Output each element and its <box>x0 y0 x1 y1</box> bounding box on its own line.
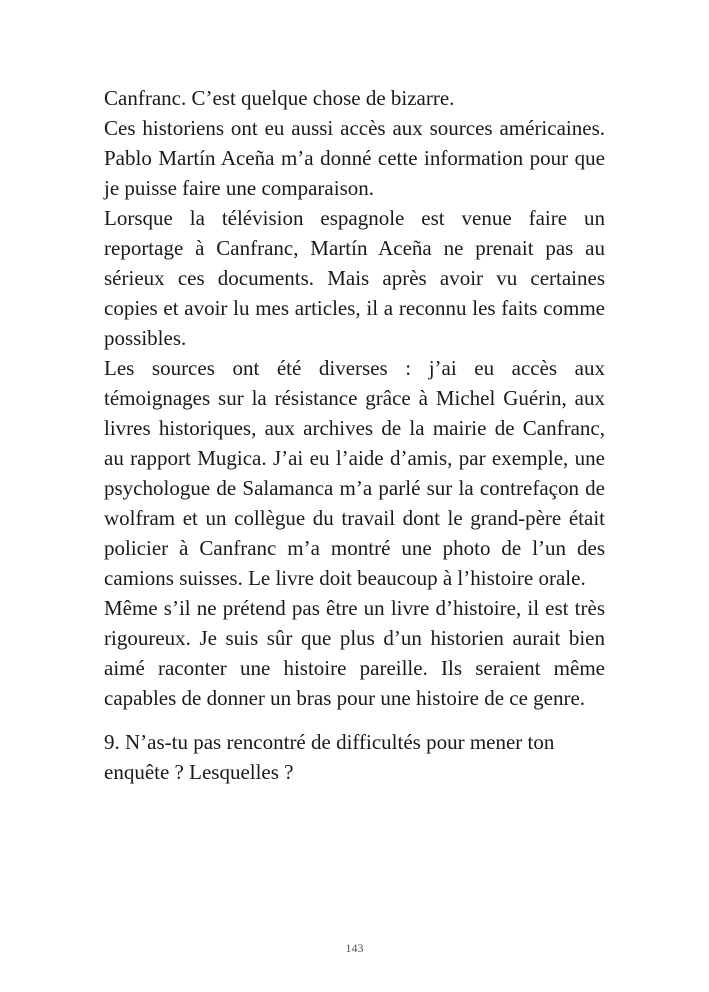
paragraph-5: Même s’il ne prétend pas être un livre d’histoire, il est très rigoureux. Je suis sûr que plus d’un historien aurait bien aimé raconter une histoire pareille. Ils seraient même capables de donner un bras pour une histoire de ce genre. <box>104 596 605 710</box>
interview-question: 9. N’as-tu pas rencontré de difficultés pour mener ton enquête ? Lesquelles ? <box>104 730 555 784</box>
paragraph-1: Canfranc. C’est quelque chose de bizarre. <box>104 86 455 110</box>
paragraph-4: Les sources ont été diverses : j’ai eu accès aux témoignages sur la résistance grâce à Michel Guérin, aux livres historiques, aux archives de la mairie de Canfranc, au rapport Mugica. J’ai eu l’aide d’amis, par exemple, une psychologue de Salamanca m’a parlé sur la contrefaçon de wolfram et un collègue du travail dont le grand-père était policier à Canfranc m’a montré une photo de l’un des camions suisses. Le livre doit beaucoup à l’histoire orale. <box>104 356 605 590</box>
paragraph-3: Lorsque la télévision espagnole est venue faire un reportage à Canfranc, Martín Aceña ne prenait pas au sérieux ces documents. Mais après avoir vu certaines copies et avoir lu mes articles, il a reconnu les faits comme possibles. <box>104 206 605 350</box>
paragraph-2: Ces historiens ont eu aussi accès aux sources américaines. Pablo Martín Aceña m’a donné cette information pour que je puisse faire une comparaison. <box>104 116 605 200</box>
page-number: 143 <box>345 941 364 955</box>
body-text <box>104 83 605 787</box>
